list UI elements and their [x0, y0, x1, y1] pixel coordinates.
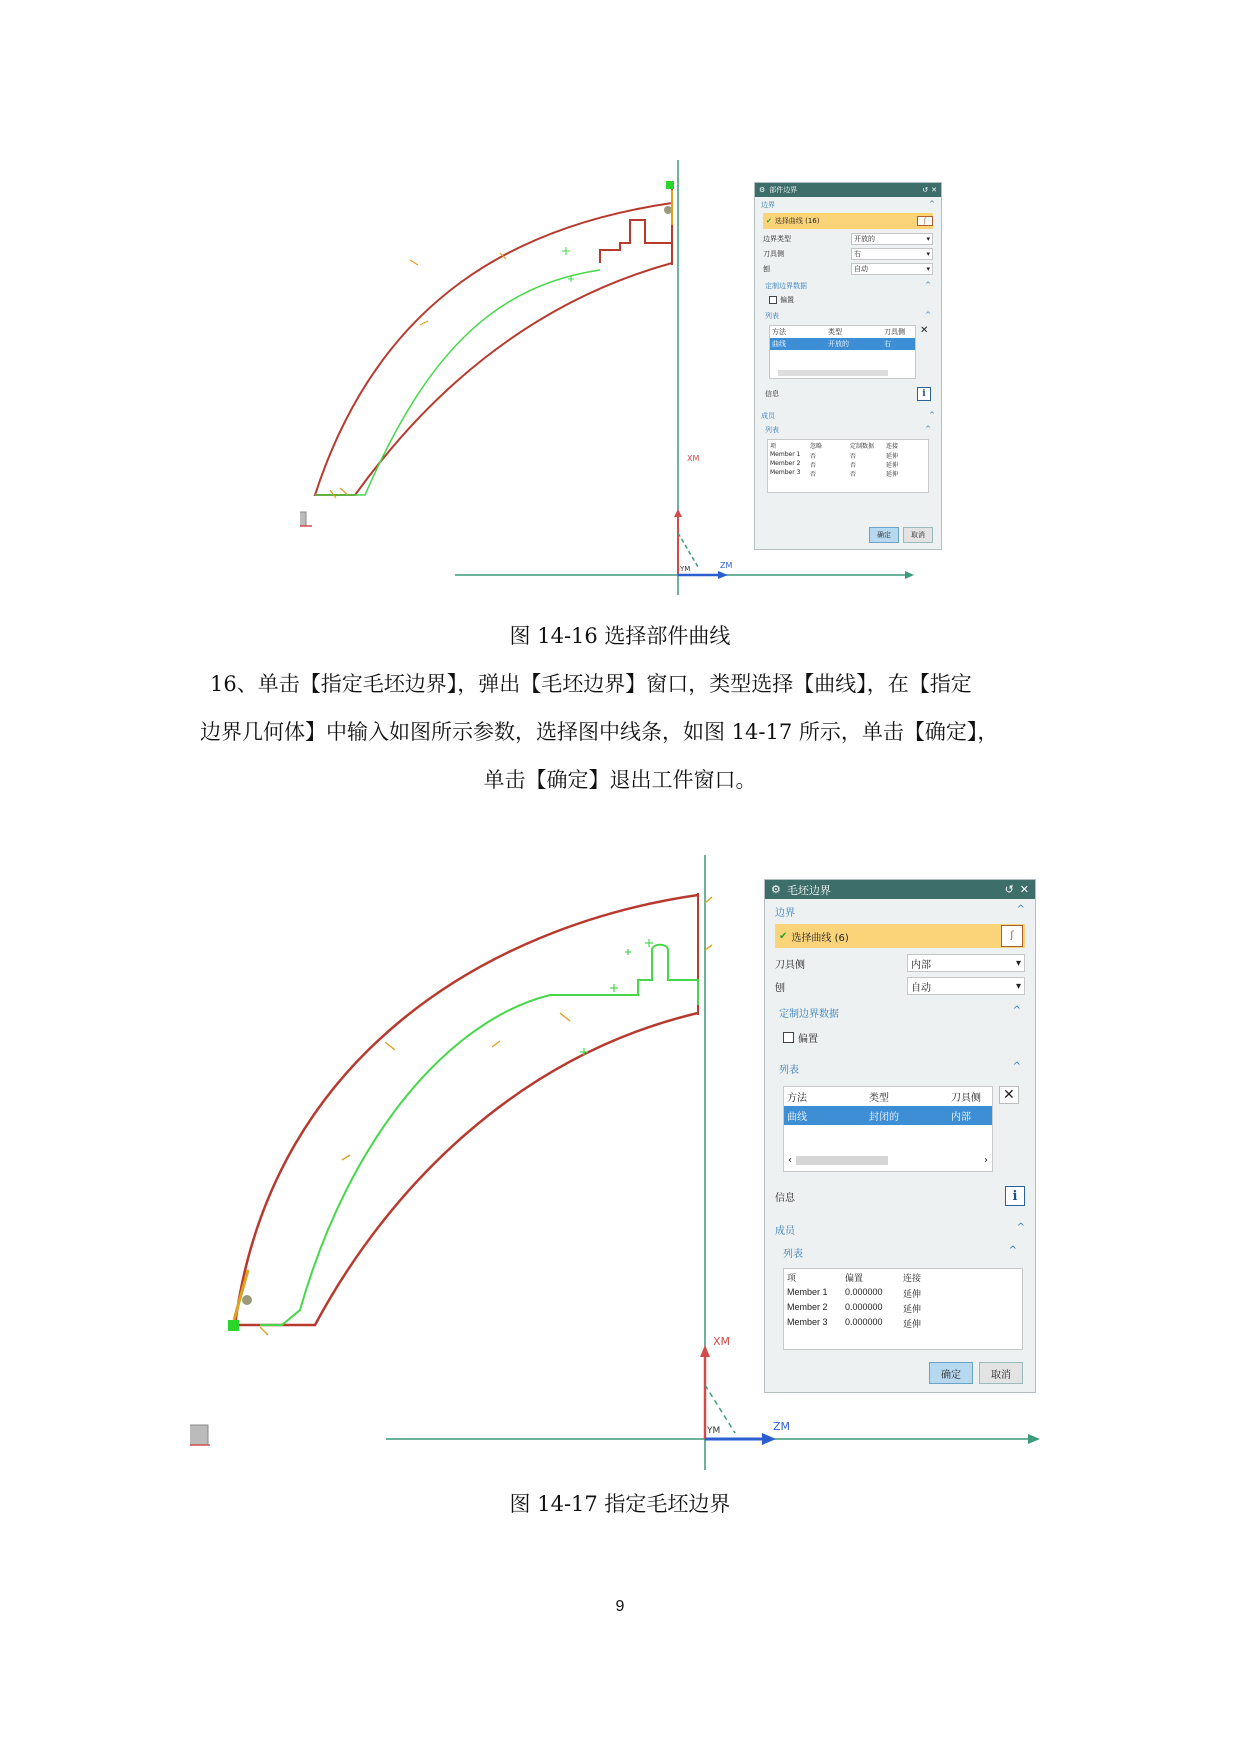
chevron-down-icon: ▾ — [926, 265, 930, 273]
members-list-header[interactable]: 列表 ^ — [783, 1245, 1017, 1260]
direction-handle[interactable] — [242, 1295, 252, 1305]
members-list-header[interactable]: 列表 ^ — [765, 425, 931, 434]
blank-boundary-curve — [315, 270, 600, 495]
close-icon[interactable]: ✕ — [931, 186, 937, 194]
check-icon: ✔ — [779, 930, 788, 942]
curve-icon[interactable]: ʃ — [1001, 925, 1023, 947]
blank-boundary-curve — [260, 945, 698, 1325]
direction-handle[interactable] — [664, 206, 672, 214]
boundary-section-header[interactable]: 边界 ^ — [775, 904, 1025, 919]
chevron-down-icon: ▾ — [926, 235, 930, 243]
chevron-down-icon: ▾ — [1015, 980, 1021, 992]
collapse-icon[interactable]: ^ — [929, 411, 935, 419]
part-boundary-curve — [235, 895, 698, 1325]
collapse-icon[interactable]: ^ — [1008, 1245, 1017, 1256]
dialog-titlebar[interactable] — [755, 183, 941, 197]
part-boundary-curve — [315, 203, 672, 495]
paragraph-line-1: 16、单击【指定毛坯边界】，弹出【毛坯边界】窗口，类型选择【曲线】，在【指定 — [210, 672, 972, 696]
custom-data-header[interactable]: 定制边界数据 ^ — [765, 281, 931, 290]
tool-side-dropdown[interactable]: 内部 ▾ — [907, 954, 1025, 972]
collapse-icon[interactable]: ^ — [1016, 904, 1025, 915]
xm-label: XM — [687, 454, 700, 463]
ym-label: YM — [707, 1426, 721, 1436]
custom-data-header[interactable]: 定制边界数据 ^ — [779, 1005, 1021, 1020]
blank-boundary-dialog: ⚙ 毛坯边界 ↺ ✕ 边界 ^ ✔ 选择曲线 (6) ʃ 刀具侧 内部 ▾ 刨 自动 ▾ 定制边界数据 ^ 偏置 列表 ^ 方法 类型 刀具侧 曲线 封闭的 内部 ‹ › ✕ 信息 i 成员 ^ 列表 ^ 项 偏置 连接 Member 1 0.000000 延伸 Member 2 0.000000 延伸 Member 3 0.000000 延伸 确定 取消 — [764, 879, 1036, 1393]
collapse-icon[interactable]: ^ — [929, 200, 935, 208]
start-point-handle[interactable] — [666, 181, 674, 189]
gear-icon[interactable]: ⚙ — [759, 186, 766, 194]
boundary-list-table: 方法 类型 刀具侧 曲线 封闭的 内部 ‹ › — [783, 1086, 993, 1172]
table-row[interactable]: Member 3 否 否 延伸 — [770, 469, 899, 478]
cancel-button[interactable]: 取消 — [903, 527, 933, 543]
part-boundary-dialog: ⚙ 部件边界 ↺ ✕ 边界 ^ ✔ 选择曲线 (16) ʃ 边界类型 开放的 ▾ 刀具侧 右 ▾ 刨 自动 ▾ 定制边界数据 ^ 偏置 列表 ^ 方法 类型 刀具侧 曲线 开放的 右 ✕ 信息 i 成员 ^ 列表 ^ 项 忽略 定制数据 连接 Member 1 否 否 延伸 Member 2 否 否 延伸 Member 3 否 否 延伸 确定 取消 — [754, 182, 942, 550]
page-number: 9 — [615, 1598, 625, 1615]
gear-icon[interactable]: ⚙ — [771, 883, 781, 896]
boundary-type-dropdown[interactable]: 开放的 ▾ — [851, 233, 933, 245]
offset-checkbox[interactable] — [769, 296, 777, 304]
zm-label: ZM — [773, 1420, 791, 1433]
delete-icon[interactable]: ✕ — [999, 1086, 1019, 1104]
xm-label: XM — [713, 1335, 731, 1348]
body-paragraph — [200, 660, 1040, 804]
paragraph-line-3: 单击【确定】退出工件窗口。 — [483, 768, 757, 792]
collapse-icon[interactable]: ^ — [1012, 1061, 1021, 1072]
figure-14-17-caption: 图 14-17 指定毛坯边界 — [509, 1492, 731, 1516]
offset-checkbox[interactable] — [783, 1032, 794, 1043]
horizontal-scrollbar[interactable] — [778, 370, 888, 376]
info-button[interactable]: i — [917, 387, 931, 401]
paragraph-line-2: 边界几何体】中输入如图所示参数，选择图中线条，如图 14-17 所示，单击【确定】， — [200, 720, 999, 744]
table-row[interactable]: Member 2 否 否 延伸 — [770, 460, 899, 469]
table-row[interactable]: Member 1 0.000000 延伸 — [787, 1287, 922, 1299]
dialog-title: 毛坯边界 — [786, 883, 831, 897]
chevron-down-icon: ▾ — [1015, 957, 1021, 969]
reset-icon[interactable]: ↺ — [922, 186, 929, 194]
table-row[interactable]: Member 2 0.000000 延伸 — [787, 1302, 922, 1314]
collapse-icon[interactable]: ^ — [925, 425, 931, 433]
plane-dropdown[interactable]: 自动 ▾ — [851, 263, 933, 275]
table-row[interactable]: 曲线 开放的 右 — [770, 338, 915, 350]
close-icon[interactable]: ✕ — [1019, 883, 1029, 896]
members-table: 项 偏置 连接 Member 1 0.000000 延伸 Member 2 0.000000 延伸 Member 3 0.000000 延伸 — [783, 1268, 1023, 1350]
figure-14-16-caption: 图 14-16 选择部件曲线 — [509, 624, 731, 648]
table-row[interactable]: Member 1 否 否 延伸 — [770, 451, 899, 460]
delete-icon[interactable]: ✕ — [920, 325, 929, 336]
collapse-icon[interactable]: ^ — [925, 281, 931, 289]
start-point-handle[interactable] — [228, 1320, 239, 1331]
check-icon: ✔ — [766, 217, 772, 225]
select-curve-row[interactable]: ✔ 选择曲线 (16) ʃ — [763, 213, 933, 229]
plane-dropdown[interactable]: 自动 ▾ — [907, 977, 1025, 995]
boundary-list-table: 方法 类型 刀具侧 曲线 开放的 右 — [769, 325, 916, 379]
zm-label: ZM — [720, 561, 733, 570]
list-section-header[interactable]: 列表 ^ — [765, 311, 931, 320]
chevron-down-icon: ▾ — [926, 250, 930, 258]
members-section-header[interactable]: 成员 ^ — [761, 411, 935, 420]
tool-side-dropdown[interactable]: 右 ▾ — [851, 248, 933, 260]
horizontal-scrollbar[interactable]: ‹ › — [788, 1155, 988, 1166]
boundary-section-header[interactable]: 边界 ^ — [761, 200, 935, 209]
collapse-icon[interactable]: ^ — [1012, 1005, 1021, 1016]
ok-button[interactable]: 确定 — [869, 527, 899, 543]
collapse-icon[interactable]: ^ — [925, 311, 931, 319]
select-curve-row[interactable]: ✔ 选择曲线 (6) ʃ — [775, 924, 1025, 948]
dialog-title: 部件边界 — [769, 186, 798, 194]
info-button[interactable]: i — [1005, 1186, 1025, 1206]
reset-icon[interactable]: ↺ — [1004, 883, 1014, 896]
list-section-header[interactable]: 列表 ^ — [779, 1061, 1021, 1076]
cancel-button[interactable]: 取消 — [979, 1362, 1023, 1384]
table-row[interactable]: 曲线 封闭的 内部 — [784, 1106, 992, 1125]
members-section-header[interactable]: 成员 ^ — [775, 1222, 1025, 1237]
members-table: 项 忽略 定制数据 连接 Member 1 否 否 延伸 Member 2 否 否 延伸 Member 3 否 否 延伸 — [767, 439, 929, 493]
ok-button[interactable]: 确定 — [929, 1362, 973, 1384]
dialog-titlebar[interactable] — [765, 880, 1035, 899]
collapse-icon[interactable]: ^ — [1016, 1222, 1025, 1233]
table-row[interactable]: Member 3 0.000000 延伸 — [787, 1317, 922, 1329]
ym-label: YM — [680, 565, 691, 573]
curve-icon[interactable]: ʃ — [917, 216, 933, 226]
